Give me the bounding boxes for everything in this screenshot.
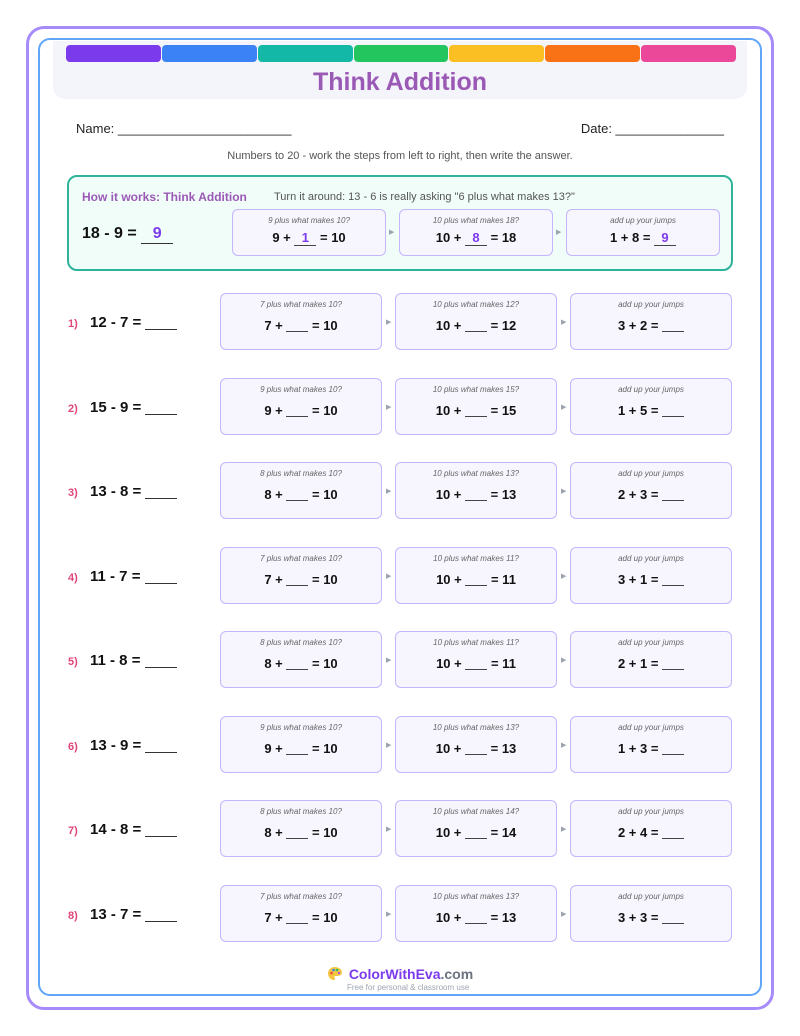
step-blank[interactable]: [465, 912, 487, 924]
step-post: = 10: [308, 487, 338, 502]
step-hint: add up your jumps: [618, 638, 684, 647]
step-blank[interactable]: [465, 489, 487, 501]
step-post: = 12: [487, 318, 517, 333]
stripe: [258, 45, 353, 62]
step-box: [395, 716, 557, 773]
step-pre: 10 +: [435, 230, 465, 245]
step-pre: 2 + 4 =: [617, 825, 663, 840]
arrow-icon: ▶: [561, 741, 567, 749]
problem-number: 3): [68, 487, 78, 499]
brand-logo[interactable]: [327, 966, 473, 982]
step-blank[interactable]: [662, 658, 684, 670]
problem-expression: [90, 906, 177, 923]
step-blank[interactable]: [662, 827, 684, 839]
problem-number: 4): [68, 571, 78, 584]
step-blank[interactable]: [465, 743, 487, 755]
step-fill: 1: [294, 230, 316, 246]
problem-text: 11 - 8 =: [90, 652, 141, 669]
step-blank[interactable]: [662, 912, 684, 924]
problem-text: 13 - 7 =: [90, 905, 142, 923]
step-blank[interactable]: [662, 489, 684, 501]
step-equation: [396, 318, 556, 333]
color-stripes: [66, 45, 736, 62]
step-equation: [571, 825, 731, 840]
step-equation: [221, 572, 381, 587]
step-equation: [396, 403, 556, 418]
step-hint: 9 plus what makes 10?: [260, 722, 342, 732]
step-pre: 8 +: [264, 487, 287, 502]
step-post: = 10: [308, 656, 338, 671]
step-hint: add up your jumps: [618, 891, 684, 901]
arrow-icon: ▶: [386, 319, 392, 326]
step-box: [395, 293, 557, 350]
step-box: [220, 547, 382, 604]
step-box: [570, 293, 732, 350]
problem-number: 8): [68, 909, 78, 922]
stripe: [641, 45, 736, 62]
step-post: = 11: [487, 571, 516, 587]
step-hint: add up your jumps: [618, 807, 684, 816]
page-title: Think Addition: [312, 68, 488, 96]
step-hint: 8 plus what makes 10?: [260, 469, 342, 478]
arrow-icon: ▶: [386, 403, 392, 411]
brand-com: .com: [440, 966, 474, 982]
arrow-icon: ▶: [386, 657, 392, 664]
problem-text: 15 - 9 =: [90, 398, 142, 416]
step-post: = 10: [308, 740, 338, 756]
step-pre: 7 +: [264, 571, 287, 587]
step-equation: [221, 403, 381, 418]
arrow-icon: ▶: [561, 826, 567, 833]
step-pre: 2 + 3 =: [617, 487, 663, 502]
instructions: Numbers to 20 - work the steps from left to right, then write the answer.: [227, 150, 573, 162]
step-box: [220, 800, 382, 857]
step-pre: 9 +: [264, 740, 287, 756]
example-step-box: [566, 209, 720, 256]
step-equation: [221, 656, 381, 671]
step-post: = 10: [308, 402, 338, 418]
step-equation: [571, 656, 731, 671]
step-pre: 3 + 3 =: [617, 909, 663, 925]
answer-blank[interactable]: [145, 570, 177, 584]
step-post: = 13: [487, 487, 517, 502]
step-pre: 7 +: [264, 318, 287, 333]
stripe: [545, 45, 640, 62]
example-problem-text: 18 - 9 =: [82, 225, 137, 242]
step-equation: [221, 318, 381, 333]
step-post: = 18: [487, 230, 517, 245]
step-hint: 10 plus what makes 12?: [432, 300, 520, 309]
answer-blank[interactable]: [145, 823, 177, 837]
step-hint: 10 plus what makes 11?: [433, 553, 519, 563]
step-hint: add up your jumps: [618, 384, 684, 394]
arrow-icon: ▶: [561, 403, 567, 411]
step-hint: add up your jumps: [618, 469, 684, 478]
step-hint: add up your jumps: [618, 553, 684, 563]
brand-color: Color: [348, 966, 386, 982]
stripe: [354, 45, 449, 62]
step-hint: 7 plus what makes 10?: [260, 300, 342, 309]
step-pre: 1 + 3 =: [617, 740, 663, 756]
answer-blank[interactable]: [145, 316, 177, 330]
problem-number: 7): [68, 825, 78, 837]
step-equation: [221, 487, 381, 502]
step-post: = 13: [487, 909, 517, 925]
step-pre: 1 + 8 =: [609, 230, 655, 245]
step-box: [220, 885, 382, 942]
step-box: [570, 378, 732, 435]
step-blank[interactable]: [465, 658, 487, 670]
brand-eva: Eva: [415, 966, 441, 982]
step-equation: [221, 910, 381, 925]
problem-text: 13 - 9 =: [90, 736, 142, 754]
stripe: [449, 45, 544, 62]
step-pre: 10 +: [435, 318, 465, 333]
step-equation: [396, 656, 556, 671]
brand-with: With: [385, 966, 416, 982]
step-box: [395, 547, 557, 604]
step-pre: 8 +: [264, 656, 287, 671]
step-box: [395, 462, 557, 519]
arrow-icon: ▶: [386, 826, 392, 833]
arrow-icon: ▶: [561, 910, 567, 918]
example-step-box: [232, 209, 386, 256]
step-post: = 10: [308, 571, 338, 587]
step-post: = 14: [487, 825, 517, 840]
step-equation: [221, 741, 381, 756]
step-box: [220, 293, 382, 350]
step-hint: add up your jumps: [618, 722, 684, 732]
problem-expression: [90, 568, 177, 585]
arrow-icon: ▶: [386, 572, 392, 580]
step-hint: 8 plus what makes 10?: [260, 638, 342, 647]
step-pre: 10 +: [435, 909, 465, 925]
step-equation: [396, 487, 556, 502]
step-hint: 10 plus what makes 13?: [432, 891, 520, 901]
step-box: [570, 716, 732, 773]
example-answer: 9: [141, 225, 173, 244]
step-blank[interactable]: [286, 489, 308, 501]
step-pre: 3 + 1 =: [617, 571, 663, 587]
arrow-icon: ▶: [386, 910, 392, 918]
step-hint: 7 plus what makes 10?: [260, 891, 342, 901]
step-hint: add up your jumps: [610, 216, 676, 225]
step-box: [395, 378, 557, 435]
problem-expression: [90, 821, 177, 838]
step-blank[interactable]: [465, 320, 487, 332]
step-box: [395, 800, 557, 857]
step-hint: 10 plus what makes 13?: [432, 722, 520, 732]
stripe: [162, 45, 257, 62]
step-blank[interactable]: [286, 320, 308, 332]
problem-text: 14 - 8 =: [90, 821, 142, 838]
step-blank[interactable]: [286, 574, 308, 586]
arrow-icon: ▶: [386, 488, 392, 495]
step-hint: 7 plus what makes 10?: [260, 553, 342, 563]
step-equation: [400, 230, 552, 246]
problem-text: 11 - 7 =: [90, 567, 141, 585]
example-step-box: [399, 209, 553, 256]
step-equation: [221, 825, 381, 840]
step-hint: 9 plus what makes 10?: [260, 384, 342, 394]
step-box: [395, 631, 557, 688]
step-equation: [233, 230, 385, 246]
step-hint: 9 plus what makes 10?: [268, 216, 350, 225]
step-hint: 10 plus what makes 18?: [432, 216, 520, 225]
step-box: [570, 547, 732, 604]
problem-expression: [90, 314, 177, 331]
step-equation: [571, 487, 731, 502]
step-post: = 13: [487, 740, 517, 756]
step-blank[interactable]: [286, 405, 308, 417]
step-pre: 10 +: [436, 571, 466, 587]
step-hint: 8 plus what makes 10?: [260, 807, 342, 816]
step-equation: [567, 230, 719, 246]
step-blank[interactable]: [465, 827, 487, 839]
step-pre: 2 + 1 =: [617, 656, 663, 671]
step-blank[interactable]: [286, 743, 308, 755]
step-box: [570, 631, 732, 688]
step-pre: 10 +: [435, 825, 465, 840]
step-box: [220, 716, 382, 773]
step-pre: 9 +: [264, 402, 287, 418]
step-hint: 10 plus what makes 11?: [433, 638, 519, 647]
step-equation: [396, 741, 556, 756]
arrow-icon: ▶: [389, 229, 395, 236]
step-blank[interactable]: [662, 574, 684, 586]
step-equation: [571, 741, 731, 756]
step-fill: 9: [654, 230, 676, 246]
step-blank[interactable]: [286, 912, 308, 924]
problem-expression: [90, 483, 177, 500]
step-box: [220, 378, 382, 435]
problem-number: 6): [68, 740, 78, 753]
step-blank[interactable]: [286, 658, 308, 670]
answer-blank[interactable]: [145, 739, 177, 753]
problem-number: 1): [68, 318, 78, 330]
step-box: [570, 462, 732, 519]
name-field[interactable]: Name: ________________________: [76, 121, 292, 136]
step-post: = 10: [316, 230, 346, 245]
step-equation: [396, 825, 556, 840]
step-fill: 8: [465, 230, 487, 246]
step-blank[interactable]: [465, 574, 487, 586]
step-hint: add up your jumps: [618, 300, 684, 309]
step-pre: 1 + 5 =: [617, 402, 663, 418]
stripe: [66, 45, 161, 62]
step-hint: 10 plus what makes 14?: [432, 807, 520, 816]
step-post: = 10: [308, 909, 338, 925]
step-pre: 8 +: [264, 825, 287, 840]
step-blank[interactable]: [662, 320, 684, 332]
problem-expression: [90, 399, 177, 416]
step-hint: 10 plus what makes 15?: [432, 384, 520, 394]
step-box: [220, 462, 382, 519]
step-box: [395, 885, 557, 942]
step-blank[interactable]: [662, 743, 684, 755]
answer-blank[interactable]: [145, 485, 177, 499]
step-blank[interactable]: [286, 827, 308, 839]
step-equation: [571, 403, 731, 418]
step-blank[interactable]: [662, 405, 684, 417]
problem-text: 13 - 8 =: [90, 483, 142, 500]
step-pre: 10 +: [435, 487, 465, 502]
arrow-icon: ▶: [386, 741, 392, 749]
arrow-icon: ▶: [561, 657, 567, 664]
step-post: = 10: [308, 825, 338, 840]
step-pre: 9 +: [272, 230, 295, 245]
step-pre: 10 +: [435, 402, 465, 418]
footer-tagline: Free for personal & classroom use: [347, 983, 470, 992]
example-problem: [82, 225, 173, 244]
arrow-icon: ▶: [561, 319, 567, 326]
date-field[interactable]: Date: _______________: [580, 121, 724, 136]
problem-text: 12 - 7 =: [90, 314, 142, 331]
step-post: = 15: [487, 402, 517, 418]
step-equation: [571, 318, 731, 333]
step-equation: [396, 910, 556, 925]
example-subtitle: Turn it around: 13 - 6 is really asking "6 plus what makes 13?": [274, 191, 575, 203]
step-equation: [396, 572, 556, 587]
step-blank[interactable]: [465, 405, 487, 417]
step-box: [220, 631, 382, 688]
arrow-icon: ▶: [561, 572, 567, 580]
step-equation: [571, 572, 731, 587]
step-pre: 10 +: [435, 740, 465, 756]
step-pre: 10 +: [436, 656, 466, 671]
answer-blank[interactable]: [145, 401, 177, 415]
example-heading: How it works: Think Addition: [82, 190, 247, 204]
arrow-icon: ▶: [556, 229, 562, 236]
step-box: [570, 885, 732, 942]
answer-blank[interactable]: [145, 908, 177, 922]
problem-expression: [90, 652, 177, 669]
palette-icon: [327, 966, 343, 982]
arrow-icon: ▶: [561, 488, 567, 495]
step-pre: 7 +: [264, 909, 287, 925]
step-box: [570, 800, 732, 857]
problem-number: 5): [68, 656, 78, 668]
problem-number: 2): [68, 402, 78, 415]
step-post: = 10: [308, 318, 338, 333]
answer-blank[interactable]: [145, 654, 177, 668]
problem-expression: [90, 737, 177, 754]
step-equation: [571, 910, 731, 925]
step-hint: 10 plus what makes 13?: [432, 469, 520, 478]
step-post: = 11: [487, 656, 516, 671]
step-pre: 3 + 2 =: [617, 318, 663, 333]
